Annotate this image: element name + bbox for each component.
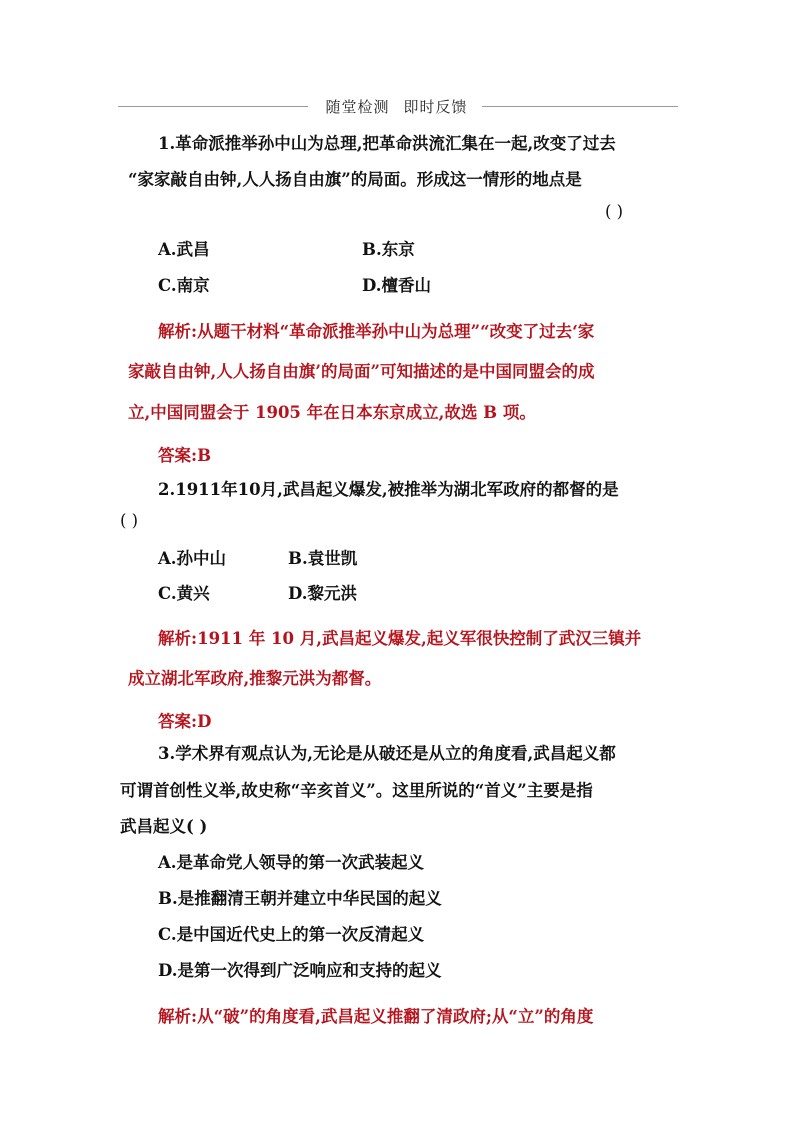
q2-analysis-line2: 成立湖北军政府,推黎元洪为都督。 — [128, 669, 382, 688]
q3-option-b: B.是推翻清王朝并建立中华民国的起义 — [158, 889, 442, 908]
q2-analysis-label: 解析: — [158, 629, 198, 648]
q1-analysis-line3: 立,中国同盟会于 1905 年在日本东京成立,故选 B 项。 — [128, 403, 536, 422]
q2-answer: 答案:D — [158, 712, 212, 731]
q3-option-a: A.是革命党人领导的第一次武装起义 — [158, 853, 425, 872]
q3-analysis-label: 解析: — [158, 1007, 198, 1026]
q1-answer-bracket: ( ) — [605, 202, 624, 221]
q1-stem-line2: “家家敲自由钟,人人扬自由旗”的局面。形成这一情形的地点是 — [128, 170, 582, 189]
q2-analysis-line1 — [158, 625, 641, 649]
q3-analysis-text1: 从“破”的角度看,武昌起义推翻了清政府;从“立”的角度 — [197, 1007, 594, 1026]
q3-stem-line2: 可谓首创性义举,故史称“辛亥首义”。这里所说的“首义”主要是指 — [120, 781, 593, 800]
section-header — [118, 96, 678, 116]
q1-analysis-line2: 家敲自由钟,人人扬自由旗’的局面”可知描述的是中国同盟会的成 — [128, 362, 595, 381]
q2-answer-bracket: ( ) — [120, 511, 139, 530]
q2-option-c: C.黄兴 — [158, 584, 210, 603]
q1-answer: 答案:B — [158, 446, 212, 465]
q3-analysis-line1 — [158, 1003, 593, 1027]
q1-analysis-label: 解析: — [158, 322, 198, 341]
q2-analysis-text1: 1911 年 10 月,武昌起义爆发,起义军很快控制了武汉三镇并 — [197, 629, 642, 648]
q1-analysis-line1 — [158, 318, 594, 342]
q3-option-c: C.是中国近代史上的第一次反清起义 — [158, 925, 425, 944]
q3-stem-line3: 武昌起义( ) — [120, 817, 208, 836]
q1-option-a: A.武昌 — [158, 240, 210, 259]
q1-option-d: D.檀香山 — [362, 276, 431, 295]
q2-option-a: A.孙中山 — [158, 549, 227, 568]
header-title-right: 即时反馈 — [403, 98, 468, 116]
q2-stem-line1: 2.1911年10月,武昌起义爆发,被推举为湖北军政府的都督的是 — [158, 480, 619, 499]
q3-stem-line1: 3.学术界有观点认为,无论是从破还是从立的角度看,武昌起义都 — [158, 744, 616, 763]
header-title — [314, 96, 479, 117]
q3-option-d: D.是第一次得到广泛响应和支持的起义 — [158, 961, 442, 980]
q1-stem-line1: 1.革命派推举孙中山为总理,把革命洪流汇集在一起,改变了过去 — [158, 134, 616, 153]
q1-analysis-text1: 从题干材料“革命派推举孙中山为总理”“改变了过去‘家 — [197, 322, 595, 341]
header-rule-left — [118, 106, 308, 107]
q1-option-c: C.南京 — [158, 276, 210, 295]
header-title-left: 随堂检测 — [325, 98, 390, 116]
q1-option-b: B.东京 — [362, 240, 415, 259]
q2-option-d: D.黎元洪 — [288, 584, 357, 603]
q2-option-b: B.袁世凯 — [288, 549, 358, 568]
header-rule-right — [482, 106, 678, 107]
